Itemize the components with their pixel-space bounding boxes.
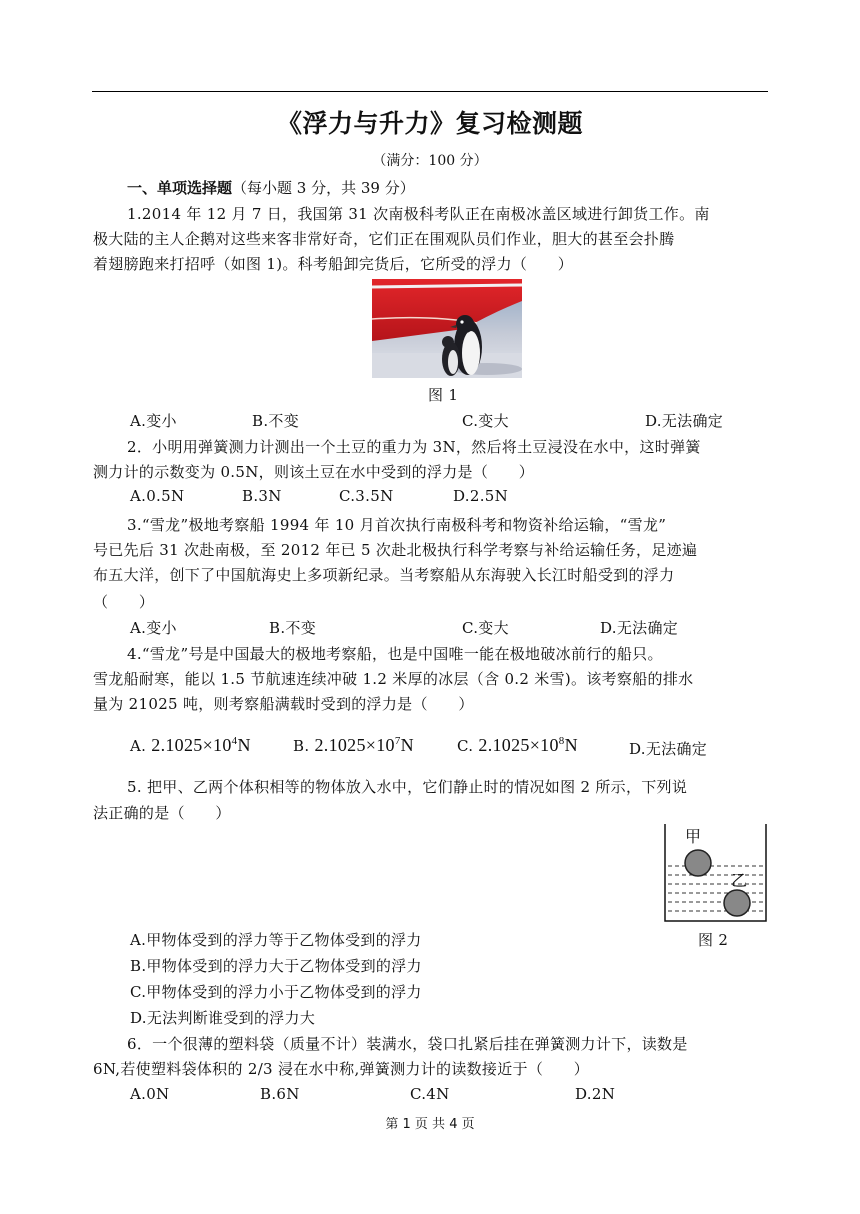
q2-option-b: B.3N [242, 487, 282, 505]
q3-option-d: D.无法确定 [600, 619, 679, 637]
q5-option-d: D.无法判断谁受到的浮力大 [130, 1009, 316, 1027]
label-yi: 乙 [731, 871, 748, 890]
q4-option-a-unit: N [237, 735, 251, 755]
figure-2-caption: 图 2 [698, 931, 729, 949]
q6-option-d: D.2N [575, 1085, 616, 1103]
q4-option-b-exp: 7 [394, 735, 401, 747]
q4-line-1: 4.“雪龙”号是中国最大的极地考察船，也是中国唯一能在极地破冰前行的船只。 [127, 645, 663, 663]
q5-line-2: 法正确的是（ ） [93, 804, 231, 822]
q6-option-a: A.0N [130, 1085, 170, 1103]
section-heading [127, 177, 415, 198]
q4-option-d: D.无法确定 [629, 740, 708, 758]
q5-option-c: C.甲物体受到的浮力小于乙物体受到的浮力 [130, 983, 422, 1001]
q3-line-2: 号已先后 31 次赴南极，至 2012 年已 5 次赴北极执行科学考察与补给运输任务，足迹遍 [93, 541, 698, 559]
q3-option-a: A.变小 [130, 619, 177, 637]
q5-line-1: 5. 把甲、乙两个体积相等的物体放入水中，它们静止时的情况如图 2 所示，下列说 [127, 778, 688, 796]
figure-1-caption: 图 1 [428, 386, 459, 404]
q4-option-b-unit: N [400, 735, 414, 755]
q2-option-a: A.0.5N [130, 487, 185, 505]
q4-option-c-mantissa: 2.1025×10 [478, 735, 559, 755]
q4-option-c-label: C. [457, 737, 474, 755]
q2-line-2: 测力计的示数变为 0.5N，则该土豆在水中受到的浮力是（ ） [93, 463, 535, 481]
q1-line-1: 1.2014 年 12 月 7 日，我国第 31 次南极科考队正在南极冰盖区域进行卸货工作。南 [127, 205, 710, 223]
q4-option-b-mantissa: 2.1025×10 [314, 735, 395, 755]
section-note: （每小题 3 分，共 39 分） [232, 179, 415, 197]
figure-2-diagram [663, 824, 769, 924]
q5-option-b: B.甲物体受到的浮力大于乙物体受到的浮力 [130, 957, 422, 975]
q4-option-b [293, 735, 414, 756]
q4-option-c-exp: 8 [558, 735, 565, 747]
penguin-ship-photo [372, 279, 522, 378]
q4-option-b-label: B. [293, 737, 310, 755]
q4-option-c [457, 735, 578, 756]
page-title: 《浮力与升力》复习检测题 [276, 109, 583, 138]
q2-line-1: 2．小明用弹簧测力计测出一个土豆的重力为 3N，然后将土豆浸没在水中，这时弹簧 [127, 438, 701, 456]
q1-option-b: B.不变 [252, 412, 299, 430]
q1-line-2: 极大陆的主人企鹅对这些来客非常好奇，它们正在围观队员们作业，胆大的甚至会扑腾 [93, 230, 675, 248]
q1-option-d: D.无法确定 [645, 412, 724, 430]
q3-option-b: B.不变 [269, 619, 316, 637]
q3-line-4: （ ） [93, 593, 155, 611]
q4-line-2: 雪龙船耐寒，能以 1.5 节航速连续冲破 1.2 米厚的冰层（含 0.2 米雪)。该考察船的排水 [93, 670, 694, 688]
q4-option-a [130, 735, 251, 756]
beaker-graphic [663, 824, 769, 924]
q4-option-c-unit: N [564, 735, 578, 755]
q5-option-a: A.甲物体受到的浮力等于乙物体受到的浮力 [130, 931, 422, 949]
q6-line-1: 6．一个很薄的塑料袋（质量不计）装满水，袋口扎紧后挂在弹簧测力计下，读数是 [127, 1035, 688, 1053]
section-title: 一、单项选择题 [127, 179, 233, 197]
q3-line-3: 布五大洋，创下了中国航海史上多项新纪录。当考察船从东海驶入长江时船受到的浮力 [93, 566, 675, 584]
q1-option-a: A.变小 [130, 412, 177, 430]
q6-option-c: C.4N [410, 1085, 450, 1103]
q6-line-2: 6N,若使塑料袋体积的 2/3 浸在水中称,弹簧测力计的读数接近于（ ） [93, 1060, 590, 1078]
penguin-photo-graphic [372, 279, 522, 378]
page-footer: 第 1 页 共 4 页 [385, 1117, 475, 1132]
q4-option-a-mantissa: 2.1025×10 [151, 735, 232, 755]
q2-option-d: D.2.5N [453, 487, 509, 505]
q4-line-3: 量为 21025 吨，则考察船满载时受到的浮力是（ ） [93, 695, 474, 713]
q3-line-1: 3.“雪龙”极地考察船 1994 年 10 月首次执行南极科考和物资补给运输，“雪龙” [127, 516, 667, 534]
q4-option-a-label: A. [130, 737, 147, 755]
label-jia: 甲 [685, 827, 702, 846]
page-subtitle: （满分：100 分） [372, 153, 488, 169]
q3-option-c: C.变大 [462, 619, 509, 637]
q2-option-c: C.3.5N [339, 487, 394, 505]
q1-line-3: 着翅膀跑来打招呼（如图 1)。科考船卸完货后，它所受的浮力（ ） [93, 255, 574, 273]
q6-option-b: B.6N [260, 1085, 300, 1103]
header-rule [92, 91, 768, 92]
q1-option-c: C.变大 [462, 412, 509, 430]
q4-option-a-exp: 4 [231, 735, 238, 747]
